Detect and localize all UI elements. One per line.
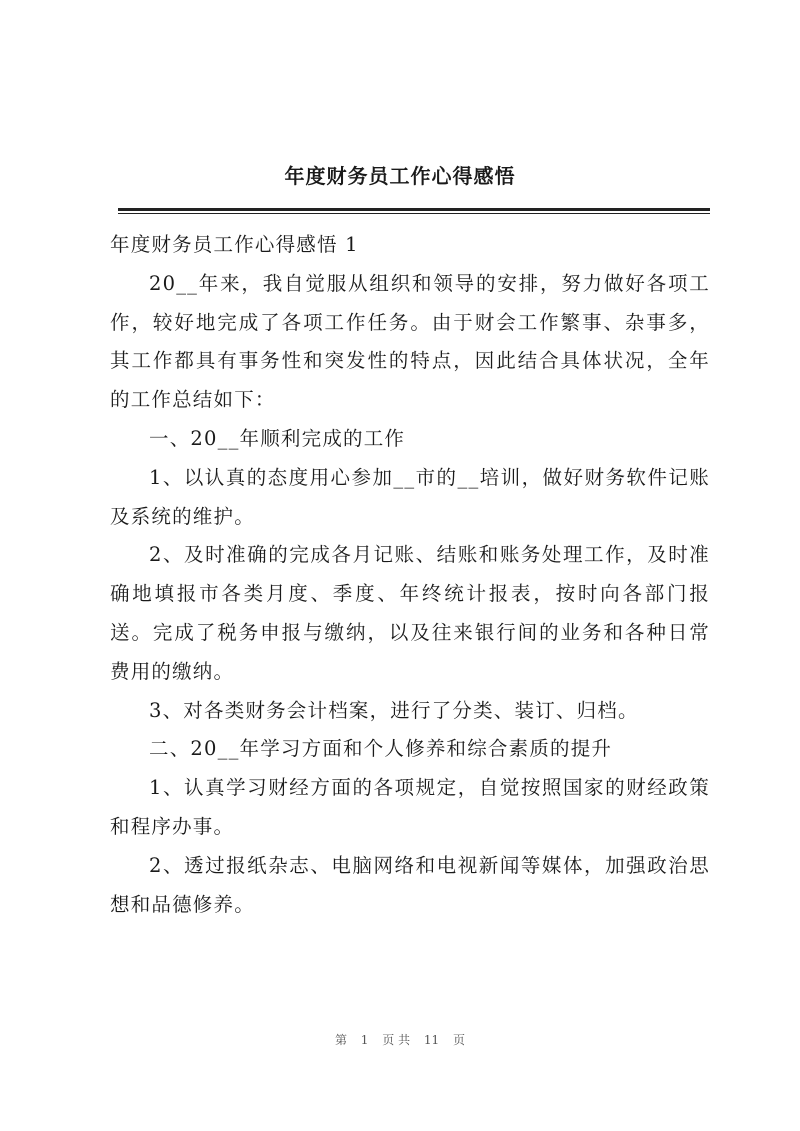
document-title: 年度财务员工作心得感悟 — [284, 164, 516, 188]
footer-page-number: 1 — [360, 1033, 369, 1047]
footer-total-pages: 11 — [423, 1033, 440, 1047]
footer-total-prefix: 页 共 — [382, 1033, 411, 1047]
title-divider — [118, 208, 710, 214]
document-body — [110, 226, 710, 924]
paragraph: 2、及时准确的完成各月记账、结账和账务处理工作，及时准确地填报市各类月度、季度、年终统计报表，按时向各部门报送。完成了税务申报与缴纳，以及往来银行间的业务和各种日常费用的缴纳。 — [110, 543, 710, 683]
paragraph: 3、对各类财务会计档案，进行了分类、装订、归档。 — [149, 698, 639, 722]
footer-page-suffix: 页 — [453, 1033, 466, 1047]
section-heading: 年度财务员工作心得感悟 1 — [110, 233, 359, 256]
page-footer — [0, 1031, 800, 1048]
paragraph: 一、20__年顺利完成的工作 — [149, 426, 406, 450]
paragraph: 1、以认真的态度用心参加__市的__培训，做好财务软件记账及系统的维护。 — [110, 465, 710, 528]
paragraph: 1、认真学习财经方面的各项规定，自觉按照国家的财经政策和程序办事。 — [110, 776, 710, 838]
footer-page-label: 第 — [334, 1033, 347, 1047]
paragraph: 20__年来，我自觉服从组织和领导的安排，努力做好各项工作，较好地完成了各项工作任务。由于财会工作繁事、杂事多，其工作都具有事务性和突发性的特点，因此结合具体状况，全年的工作总结如下： — [110, 271, 710, 412]
paragraph: 二、20__年学习方面和个人修养和综合素质的提升 — [149, 737, 613, 761]
paragraph: 2、透过报纸杂志、电脑网络和电视新闻等媒体，加强政治思想和品德修养。 — [110, 853, 710, 916]
